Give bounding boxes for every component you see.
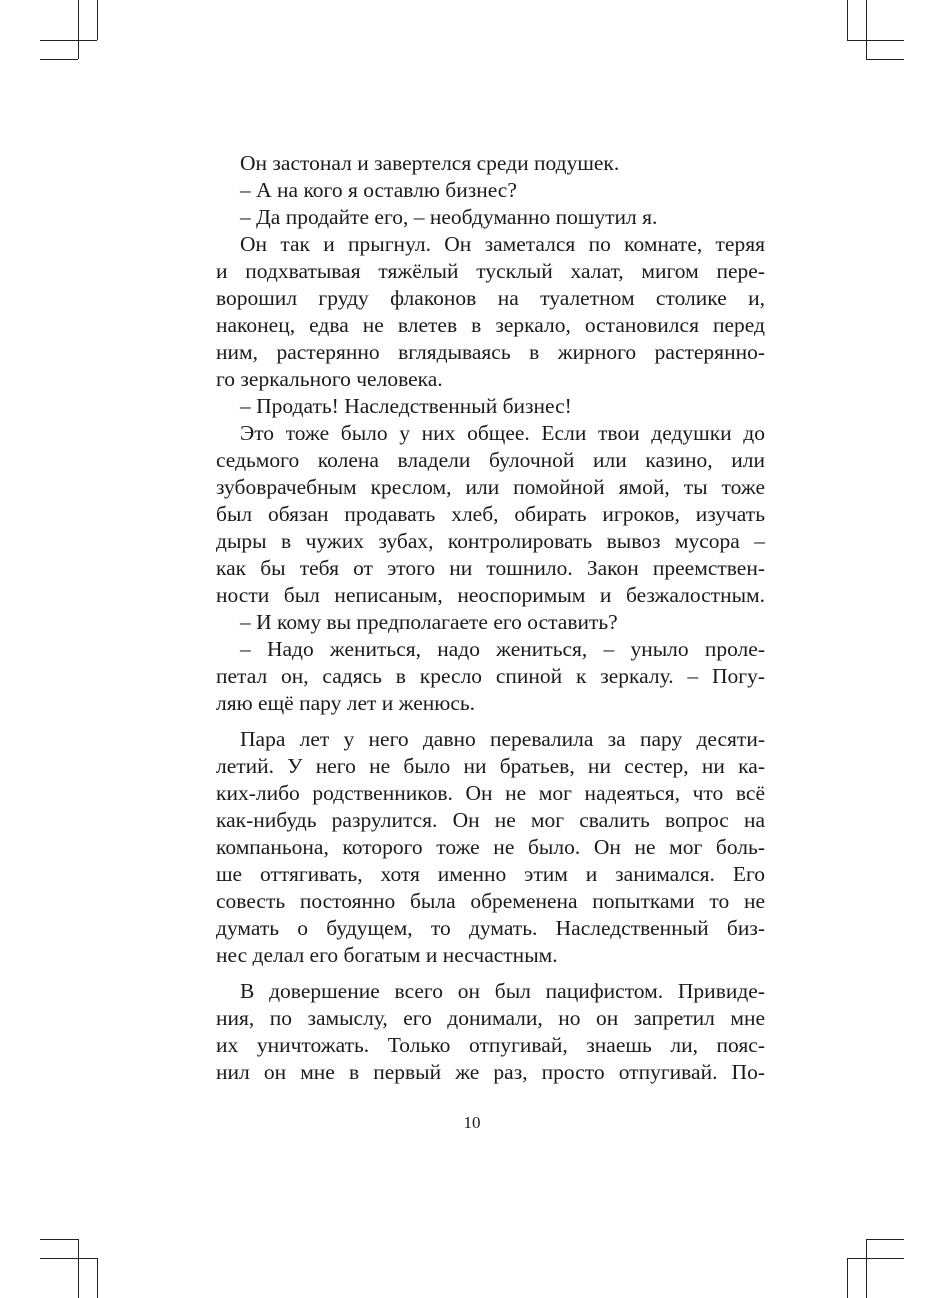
text-line: думать о будущем, то думать. Наследственный биз-	[216, 916, 765, 940]
crop-mark-bottom-left-v	[78, 1239, 79, 1298]
text-line: Пара лет у него давно перевалила за пару десяти-	[240, 727, 765, 751]
text-line: го зеркального человека.	[216, 367, 443, 391]
text-line: Он застонал и завертелся среди подушек.	[240, 151, 620, 175]
text-line: летий. У него не было ни братьев, ни сестер, ни ка-	[216, 754, 765, 778]
text-line: петал он, садясь в кресло спиной к зеркалу. – Погу-	[216, 664, 765, 688]
text-line: как-нибудь разрулится. Он не мог свалить вопрос на	[216, 808, 765, 832]
text-line: Это тоже было у них общее. Если твои дедушки до	[240, 421, 765, 445]
crop-mark-top-left-h	[40, 40, 97, 41]
text-line: был обязан продавать хлеб, обирать игроков, изучать	[216, 502, 765, 526]
text-line: седьмого колена владели булочной или казино, или	[216, 448, 765, 472]
page-number: 10	[463, 1113, 481, 1132]
text-line: ворошил груду флаконов на туалетном столике и,	[216, 286, 765, 310]
text-line: ляю ещё пару лет и женюсь.	[216, 691, 476, 715]
text-line: Он так и прыгнул. Он заметался по комнате, теряя	[240, 232, 765, 256]
crop-mark-bottom-right-h	[866, 1239, 904, 1240]
crop-mark-top-left-h2	[40, 59, 78, 60]
text-line: ния, по замыслу, его донимали, но он запретил мне	[216, 1006, 765, 1030]
text-line: как бы тебя от этого ни тошнило. Закон преемствен-	[216, 556, 765, 580]
crop-mark-top-left-v2	[97, 0, 98, 40]
crop-mark-bottom-right-v2	[847, 1258, 848, 1298]
text-line: ним, растерянно вглядываясь в жирного растерянно-	[216, 340, 765, 364]
text-line: их уничтожать. Только отпугивай, знаешь ли, пояс-	[216, 1033, 765, 1057]
text-line: совесть постоянно была обременена попытками то не	[216, 889, 765, 913]
text-line: – И кому вы предполагаете его оставить?	[240, 610, 618, 634]
text-line: и подхватывая тяжёлый тусклый халат, мигом пере-	[216, 259, 765, 283]
crop-mark-bottom-left-v2	[97, 1258, 98, 1298]
crop-mark-top-right-h	[847, 40, 904, 41]
text-line: – Надо жениться, надо жениться, – уныло проле-	[240, 637, 765, 661]
crop-mark-top-right-v	[847, 0, 848, 40]
text-line: – Продать! Наследственный бизнес!	[240, 394, 572, 418]
text-line: – Да продайте его, – необдуманно пошутил я.	[240, 205, 658, 229]
text-line: ности был неписаным, неоспоримым и безжалостным.	[216, 583, 765, 607]
crop-mark-bottom-right-h2	[847, 1258, 904, 1259]
text-line: В довершение всего он был пацифистом. Привиде-	[240, 979, 765, 1003]
text-line: зубоврачебным креслом, или помойной ямой, ты тоже	[216, 475, 765, 499]
body-text	[216, 150, 765, 1086]
crop-mark-bottom-left-h2	[40, 1258, 97, 1259]
crop-mark-top-right-h2	[866, 59, 904, 60]
text-line: наконец, едва не влетев в зеркало, остановился перед	[216, 313, 765, 337]
text-line: нил он мне в первый же раз, просто отпугивай. По-	[216, 1060, 765, 1084]
crop-mark-top-right-v2	[866, 0, 867, 59]
text-line: – А на кого я оставлю бизнес?	[240, 178, 517, 202]
crop-mark-bottom-right-v	[866, 1239, 867, 1298]
crop-mark-bottom-left-h	[40, 1239, 78, 1240]
text-line: ше оттягивать, хотя именно этим и занимался. Его	[216, 862, 765, 886]
text-line: ких-либо родственников. Он не мог надеяться, что всё	[216, 781, 765, 805]
text-line: нес делал его богатым и несчастным.	[216, 943, 558, 967]
crop-mark-top-left-v	[78, 0, 79, 59]
text-line: дыры в чужих зубах, контролировать вывоз мусора –	[216, 529, 765, 553]
text-line: компаньона, которого тоже не было. Он не мог боль-	[216, 835, 765, 859]
